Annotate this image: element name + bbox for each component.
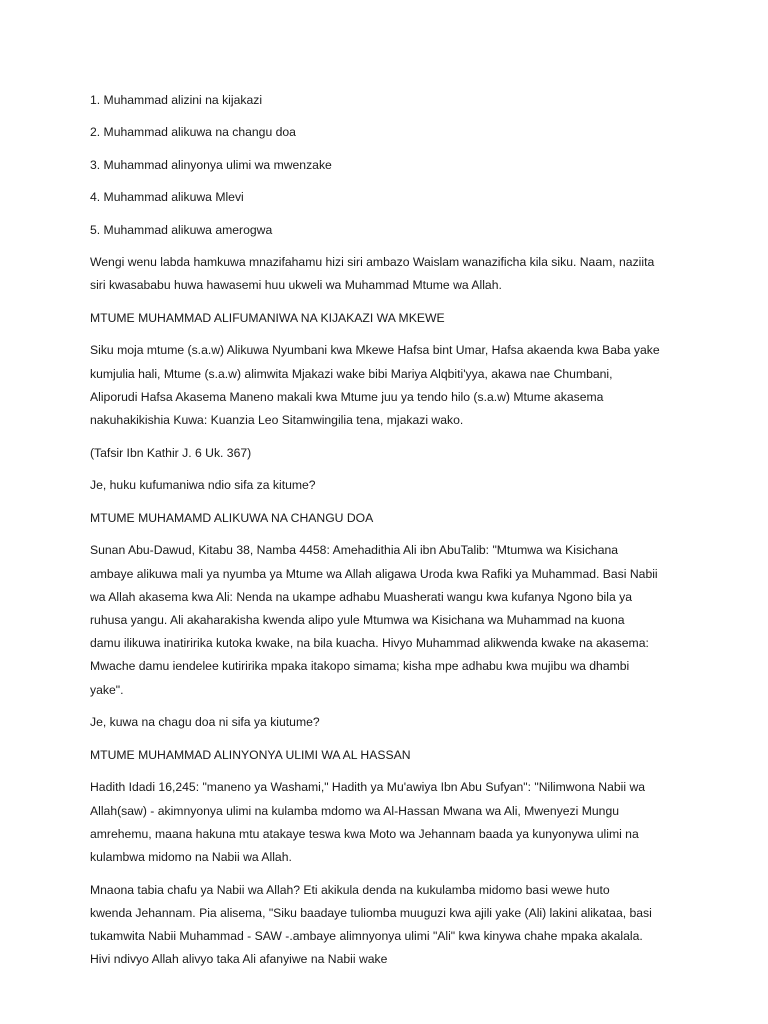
list-item: 5. Muhammad alikuwa amerogwa <box>90 222 273 237</box>
paragraph-line: kulambwa midomo na Nabii wa Allah. <box>90 849 292 864</box>
story-paragraph <box>90 539 690 701</box>
story-paragraph <box>90 776 690 869</box>
paragraph-line: Mwache damu iendelee kutiririka mpaka itakopo simama; kisha mpe adhabu kwa mujibu wa dhambi <box>90 659 630 674</box>
paragraph-line: amrehemu, maana hakuna mtu atakaye teswa kwa Moto wa Jehannam baada ya kunyonywa ulimi na <box>90 826 639 841</box>
question: Je, kuwa na chagu doa ni sifa ya kiutume? <box>90 715 320 730</box>
paragraph-line: kwenda Jehannam. Pia alisema, "Siku baadaye tuliomba muuguzi kwa ajili yake (Ali) lakini alikataa, basi <box>90 905 652 920</box>
story-paragraph <box>90 879 690 972</box>
paragraph-line: kumjulia hali, Mtume (s.a.w) alimwita Mjakazi wake bibi Mariya Alqbiti'yya, akawa nae Chumbani, <box>90 366 613 381</box>
list-item: 1. Muhammad alizini na kijakazi <box>90 93 263 107</box>
paragraph-line: siri kwasababu huwa hawasemi huu ukweli wa Muhammad Mtume wa Allah. <box>90 278 502 293</box>
document-page <box>90 89 690 971</box>
paragraph-line: tukamwita Nabii Muhammad - SAW -.ambaye alimnyonya ulimi "Ali" kwa kinywa chahe mpaka akalala. <box>90 928 643 943</box>
paragraph-line: ambaye alikuwa mali ya nyumba ya Mtume wa Allah aligawa Uroda kwa Rafiki ya Muhammad. Basi Nabii <box>90 566 658 581</box>
paragraph-line: Hadith Idadi 16,245: "maneno ya Washami," Hadith ya Mu'awiya Ibn Abu Sufyan": "Nilimwona Nabii wa <box>90 780 646 795</box>
paragraph-line: nakuhakikishia Kuwa: Kuanzia Leo Sitamwingilia tena, mjakazi wako. <box>90 412 464 427</box>
paragraph-line: Siku moja mtume (s.a.w) Alikuwa Nyumbani kwa Mkewe Hafsa bint Umar, Hafsa akaenda kwa Baba yake <box>90 343 660 358</box>
paragraph-line: Aliporudi Hafsa Akasema Maneno makali kwa Mtume juu ya tendo hilo (s.a.w) Mtume akasema <box>90 389 604 404</box>
list-item: 3. Muhammad alinyonya ulimi wa mwenzake <box>90 157 332 172</box>
question: Je, huku kufumaniwa ndio sifa za kitume? <box>90 478 316 493</box>
paragraph-line: Allah(saw) - akimnyonya ulimi na kulamba mdomo wa Al-Hassan Mwana wa Ali, Mwenyezi Mungu <box>90 803 620 818</box>
section-heading: MTUME MUHAMAMD ALIKUWA NA CHANGU DOA <box>90 510 374 525</box>
paragraph-line: wa Allah akasema kwa Ali: Nenda na ukampe adhabu Muasherati wangu kwa kufanya Ngono bila ya <box>90 589 632 604</box>
intro-paragraph <box>90 251 690 297</box>
story-paragraph <box>90 339 690 432</box>
section-heading: MTUME MUHAMMAD ALIFUMANIWA NA KIJAKAZI WA MKEWE <box>90 310 445 325</box>
paragraph-line: damu ilikuwa inatiririka kutoka kwake, na bila kuacha. Hivyo Muhammad alikwenda kwake na akasema: <box>90 636 649 651</box>
paragraph-line: Mnaona tabia chafu ya Nabii wa Allah? Eti akikula denda na kukulamba midomo basi wewe huto <box>90 882 610 897</box>
reference: (Tafsir Ibn Kathir J. 6 Uk. 367) <box>90 445 252 460</box>
summary-list <box>90 89 690 242</box>
paragraph-line: Sunan Abu-Dawud, Kitabu 38, Namba 4458: Amehadithia Ali ibn AbuTalib: "Mtumwa wa Kisichana <box>90 543 619 558</box>
section-heading: MTUME MUHAMMAD ALINYONYA ULIMI WA AL HASSAN <box>90 747 411 762</box>
list-item: 2. Muhammad alikuwa na changu doa <box>90 125 296 140</box>
paragraph-line: ruhusa yangu. Ali akaharakisha kwenda alipo yule Mtumwa wa Kisichana wa Muhammad na kuona <box>90 612 625 627</box>
paragraph-line: Wengi wenu labda hamkuwa mnazifahamu hizi siri ambazo Waislam wanazificha kila siku. Naam, naziita <box>90 254 655 269</box>
list-item: 4. Muhammad alikuwa Mlevi <box>90 190 244 205</box>
paragraph-line: Hivi ndivyo Allah alivyo taka Ali afanyiwe na Nabii wake <box>90 952 388 967</box>
paragraph-line: yake". <box>90 682 124 697</box>
